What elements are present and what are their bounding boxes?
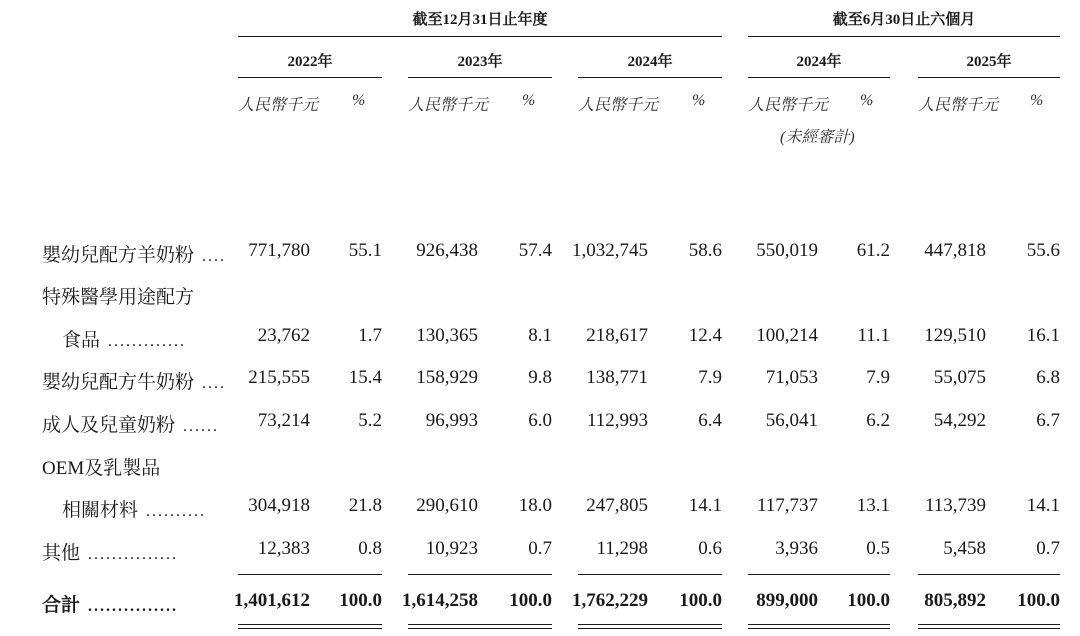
year-rule-2025 xyxy=(918,77,1060,78)
amount-cell: 129,510 xyxy=(924,325,986,346)
amount-cell: 247,805 xyxy=(586,495,648,516)
amount-cell: 12,383 xyxy=(257,538,310,559)
total-amount-cell: 899,000 xyxy=(756,590,818,611)
percent-cell: 21.8 xyxy=(348,495,382,516)
amount-cell: 54,292 xyxy=(933,410,986,431)
leader-dots: .... xyxy=(202,248,227,265)
row-label-text: 其他 xyxy=(42,543,81,564)
percent-cell: 0.8 xyxy=(358,538,382,559)
percent-cell: 55.6 xyxy=(1026,240,1060,261)
percent-cell: 55.1 xyxy=(348,240,382,261)
amount-cell: 130,365 xyxy=(416,325,478,346)
subtotal-rule-2023 xyxy=(408,574,552,575)
unit-amount-2023: 人民幣千元 xyxy=(408,97,489,114)
leader-dots: ............... xyxy=(88,598,179,615)
year-header-2024-interim: 2024年 xyxy=(796,54,842,70)
percent-cell: 15.4 xyxy=(348,367,382,388)
amount-cell: 10,923 xyxy=(425,538,478,559)
total-double-rule-2024-interim-a xyxy=(748,624,890,625)
amount-cell: 11,298 xyxy=(596,538,648,559)
amount-cell: 138,771 xyxy=(586,367,648,388)
year-header-2025: 2025年 xyxy=(966,54,1012,70)
amount-cell: 73,214 xyxy=(257,410,310,431)
unit-amount-2025: 人民幣千元 xyxy=(918,97,999,114)
unit-pct-2025: % xyxy=(1030,92,1044,109)
amount-cell: 290,610 xyxy=(416,495,478,516)
amount-cell: 447,818 xyxy=(924,240,986,261)
percent-cell: 13.1 xyxy=(856,495,890,516)
row-label xyxy=(62,495,206,522)
year-header-2022: 2022年 xyxy=(287,54,333,70)
total-double-rule-2024-interim-b xyxy=(748,628,890,629)
total-percent-cell: 100.0 xyxy=(339,590,382,611)
year-rule-2024 xyxy=(578,77,722,78)
percent-cell: 0.7 xyxy=(528,538,552,559)
year-rule-2023 xyxy=(408,77,552,78)
year-header-2024: 2024年 xyxy=(627,54,673,70)
percent-cell: 16.1 xyxy=(1026,325,1060,346)
row-label-text: 合計 xyxy=(42,595,81,616)
amount-cell: 550,019 xyxy=(756,240,818,261)
row-label xyxy=(42,538,178,565)
amount-cell: 100,214 xyxy=(756,325,818,346)
total-label xyxy=(42,590,178,617)
percent-cell: 6.8 xyxy=(1036,367,1060,388)
row-label xyxy=(42,282,194,309)
total-percent-cell: 100.0 xyxy=(509,590,552,611)
row-label-text: 相關材料 xyxy=(62,500,139,521)
leader-dots: .......... xyxy=(146,503,207,520)
total-percent-cell: 100.0 xyxy=(847,590,890,611)
row-label-text: 食品 xyxy=(62,330,101,351)
unit-amount-2022: 人民幣千元 xyxy=(238,97,319,114)
row-label xyxy=(42,410,219,437)
percent-cell: 8.1 xyxy=(528,325,552,346)
amount-cell: 3,936 xyxy=(775,538,818,559)
percent-cell: 7.9 xyxy=(698,367,722,388)
year-rule-2024-interim xyxy=(748,77,890,78)
unit-pct-2023: % xyxy=(522,92,536,109)
percent-cell: 18.0 xyxy=(518,495,552,516)
percent-cell: 57.4 xyxy=(518,240,552,261)
group-header-six-months: 截至6月30日止六個月 xyxy=(832,12,976,28)
unit-pct-2024: % xyxy=(692,92,706,109)
amount-cell: 55,075 xyxy=(933,367,986,388)
total-double-rule-2025-a xyxy=(918,624,1060,625)
total-percent-cell: 100.0 xyxy=(679,590,722,611)
amount-cell: 23,762 xyxy=(257,325,310,346)
amount-cell: 304,918 xyxy=(248,495,310,516)
percent-cell: 7.9 xyxy=(866,367,890,388)
percent-cell: 12.4 xyxy=(688,325,722,346)
amount-cell: 112,993 xyxy=(586,410,648,431)
unit-amount-2024: 人民幣千元 xyxy=(578,97,659,114)
amount-cell: 926,438 xyxy=(416,240,478,261)
total-amount-cell: 1,762,229 xyxy=(572,590,648,611)
amount-cell: 218,617 xyxy=(586,325,648,346)
percent-cell: 11.1 xyxy=(857,325,890,346)
total-double-rule-2024-b xyxy=(578,628,722,629)
row-label-text: 嬰幼兒配方牛奶粉 xyxy=(42,372,195,393)
row-label xyxy=(42,453,160,480)
amount-cell: 56,041 xyxy=(765,410,818,431)
amount-cell: 96,993 xyxy=(425,410,478,431)
unit-amount-2024-interim: 人民幣千元 xyxy=(748,97,829,114)
row-label-text: 嬰幼兒配方羊奶粉 xyxy=(42,245,195,266)
amount-cell: 71,053 xyxy=(765,367,818,388)
percent-cell: 0.6 xyxy=(698,538,722,559)
total-double-rule-2024-a xyxy=(578,624,722,625)
percent-cell: 14.1 xyxy=(1026,495,1060,516)
total-double-rule-2022-b xyxy=(238,628,382,629)
subtotal-rule-2024 xyxy=(578,574,722,575)
subtotal-rule-2025 xyxy=(918,574,1060,575)
row-label-text: 成人及兒童奶粉 xyxy=(42,415,176,436)
percent-cell: 58.6 xyxy=(688,240,722,261)
unaudited-note: (未經審計) xyxy=(780,129,855,146)
leader-dots: ...... xyxy=(183,418,220,435)
total-double-rule-2023-b xyxy=(408,628,552,629)
total-double-rule-2022-a xyxy=(238,624,382,625)
percent-cell: 1.7 xyxy=(358,325,382,346)
percent-cell: 5.2 xyxy=(358,410,382,431)
group-header-year-end: 截至12月31日止年度 xyxy=(412,12,548,28)
group-header-six-months-rule xyxy=(748,36,1060,37)
row-label xyxy=(42,240,226,267)
unit-pct-2024-interim: % xyxy=(860,92,874,109)
unit-pct-2022: % xyxy=(352,92,366,109)
year-rule-2022 xyxy=(238,77,382,78)
total-double-rule-2025-b xyxy=(918,628,1060,629)
leader-dots: ............... xyxy=(88,546,179,563)
percent-cell: 6.0 xyxy=(528,410,552,431)
row-label xyxy=(42,367,226,394)
amount-cell: 1,032,745 xyxy=(572,240,648,261)
amount-cell: 771,780 xyxy=(248,240,310,261)
percent-cell: 6.2 xyxy=(866,410,890,431)
year-header-2023: 2023年 xyxy=(457,54,503,70)
leader-dots: ............. xyxy=(108,333,187,350)
total-amount-cell: 1,614,258 xyxy=(402,590,478,611)
percent-cell: 14.1 xyxy=(688,495,722,516)
percent-cell: 6.4 xyxy=(698,410,722,431)
amount-cell: 113,739 xyxy=(924,495,986,516)
total-amount-cell: 805,892 xyxy=(924,590,986,611)
percent-cell: 9.8 xyxy=(528,367,552,388)
percent-cell: 0.5 xyxy=(866,538,890,559)
subtotal-rule-2024-interim xyxy=(748,574,890,575)
percent-cell: 6.7 xyxy=(1036,410,1060,431)
amount-cell: 215,555 xyxy=(248,367,310,388)
percent-cell: 61.2 xyxy=(856,240,890,261)
percent-cell: 0.7 xyxy=(1036,538,1060,559)
row-label xyxy=(62,325,186,352)
row-label-text: OEM及乳製品 xyxy=(42,458,161,479)
total-double-rule-2023-a xyxy=(408,624,552,625)
amount-cell: 117,737 xyxy=(756,495,818,516)
total-amount-cell: 1,401,612 xyxy=(234,590,310,611)
leader-dots: .... xyxy=(202,375,227,392)
amount-cell: 158,929 xyxy=(416,367,478,388)
row-label-text: 特殊醫學用途配方 xyxy=(42,287,195,308)
total-percent-cell: 100.0 xyxy=(1017,590,1060,611)
amount-cell: 5,458 xyxy=(943,538,986,559)
subtotal-rule-2022-pct xyxy=(334,574,382,575)
group-header-year-end-rule xyxy=(238,36,722,37)
